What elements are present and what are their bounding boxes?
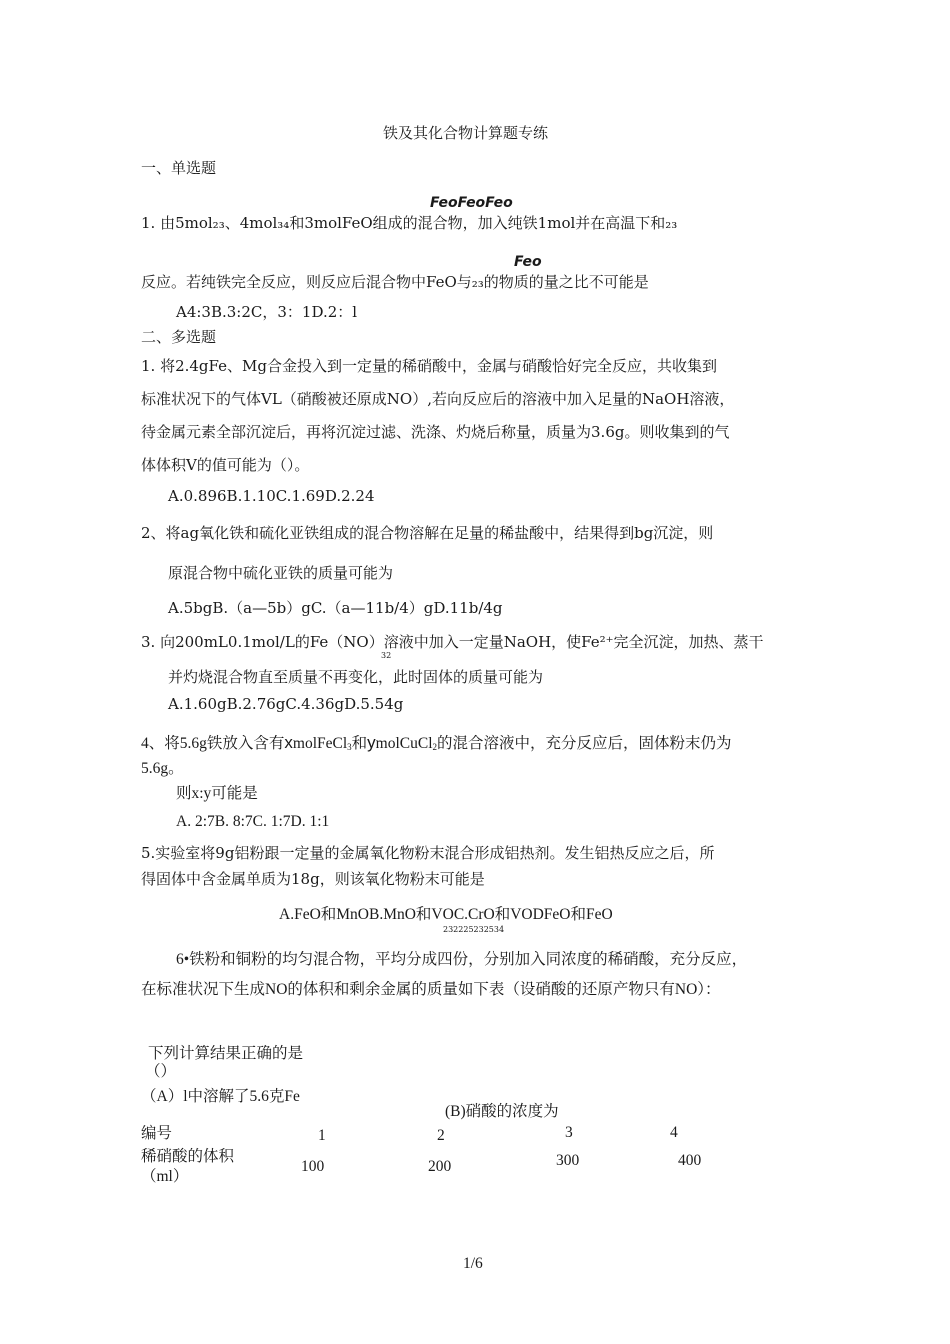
calc-question: 下列计算结果正确的是 <box>148 1045 304 1062</box>
m3-line-1: 3. 向200mL0.1mol/L的Fe（NO）溶液中加入一定量NaOH，使Fe²⁺完全沉淀，加热、蒸干 <box>141 633 764 651</box>
table-header-number: 编号 <box>141 1125 173 1142</box>
m3-subscript: 32 <box>381 651 392 660</box>
m3-line-2: 并灼烧混合物直至质量不再变化，此时固体的质量可能为 <box>168 668 544 686</box>
page-number: 1/6 <box>463 1255 483 1272</box>
table-row-label: 稀硝酸的体积 <box>141 1148 235 1165</box>
m1-line-4: 体体积V的值可能为（）。 <box>141 456 310 474</box>
table-cell-3: 300 <box>556 1152 580 1169</box>
q1-line-1: 1. 由5mol₂₃、4mol₃₄和3molFeO组成的混合物，加入纯铁1mol并在高温下和₂₃ <box>141 214 678 232</box>
m1-line-3: 待金属元素全部沉淀后，再将沉淀过滤、洗涤、灼烧后称量，质量为3.6g。则收集到的气 <box>141 423 730 441</box>
m5-line-2: 得固体中含金属单质为18g，则该氧化物粉末可能是 <box>141 870 485 888</box>
m6-line-2: 在标准状况下生成NO的体积和剩余金属的质量如下表（设硝酸的还原产物只有NO）： <box>141 981 721 998</box>
option-a: （A）l中溶解了5.6克Fe <box>141 1088 300 1105</box>
section-heading-single-choice: 一、单选题 <box>141 159 217 177</box>
m4-line-3: 则x:y可能是 <box>176 785 258 802</box>
table-cell-4: 400 <box>678 1152 702 1169</box>
m3-options: A.1.60gB.2.76gC.4.36gD.5.54g <box>168 695 404 713</box>
m4-line-2: 5.6g。 <box>141 760 184 777</box>
m1-line-2: 标准状况下的气体VL（硝酸被还原成NO）,若向反应后的溶液中加入足量的NaOH溶液， <box>141 390 735 408</box>
page-title: 铁及其化合物计算题专练 <box>383 124 549 142</box>
m5-subscripts: 232225232534 <box>443 925 505 934</box>
m2-line-1: 2、将ag氧化铁和硫化亚铁组成的混合物溶解在足量的稀盐酸中，结果得到bg沉淀，则 <box>141 524 714 542</box>
m2-options: A.5bgB.（a—5b）gC.（a—11b/4）gD.11b/4g <box>168 599 503 617</box>
table-header-2: 2 <box>437 1127 445 1144</box>
calc-question-paren: （） <box>145 1063 177 1080</box>
m4-line-1: 4、将5.6g铁放入含有xmolFeCl$_3$和ymolCuCl$_2$的混合溶液中，充分反应后，固体粉末仍为 <box>141 733 732 752</box>
table-cell-2: 200 <box>428 1158 452 1175</box>
m1-line-1: 1. 将2.4gFe、Mg合金投入到一定量的稀硝酸中，金属与硝酸恰好完全反应，共收集到 <box>141 357 717 375</box>
table-row-label-cut: （ml） <box>141 1168 189 1185</box>
m5-line-1: 5.实验室将9g铝粉跟一定量的金属氧化物粉末混合形成铝热剂。发生铝热反应之后，所 <box>141 844 715 862</box>
table-header-1: 1 <box>318 1127 326 1144</box>
option-b: (B)硝酸的浓度为 <box>445 1103 559 1120</box>
q1-formula-label: FeoFeoFeo <box>430 195 513 211</box>
table-header-3: 3 <box>565 1124 573 1141</box>
m2-line-2: 原混合物中硫化亚铁的质量可能为 <box>168 564 394 582</box>
table-header-4: 4 <box>670 1124 678 1141</box>
q1-line-2: 反应。若纯铁完全反应，则反应后混合物中FeO与₂₃的物质的量之比不可能是 <box>141 273 649 291</box>
section-heading-multi-choice: 二、多选题 <box>141 328 217 346</box>
m5-options: A.FeO和MnOB.MnO和VOC.CrO和VODFeO和FeO <box>279 906 613 923</box>
m4-options: A. 2:7B. 8:7C. 1:7D. 1:1 <box>176 813 330 830</box>
q1-formula-label-2: Feo <box>514 254 542 270</box>
m6-line-1: 6•铁粉和铜粉的均匀混合物，平均分成四份，分别加入同浓度的稀硝酸，充分反应， <box>176 951 748 968</box>
q1-options: A4:3B.3:2C，3：1D.2：l <box>176 303 358 321</box>
table-cell-1: 100 <box>301 1158 325 1175</box>
m1-options: A.0.896B.1.10C.1.69D.2.24 <box>168 487 375 505</box>
